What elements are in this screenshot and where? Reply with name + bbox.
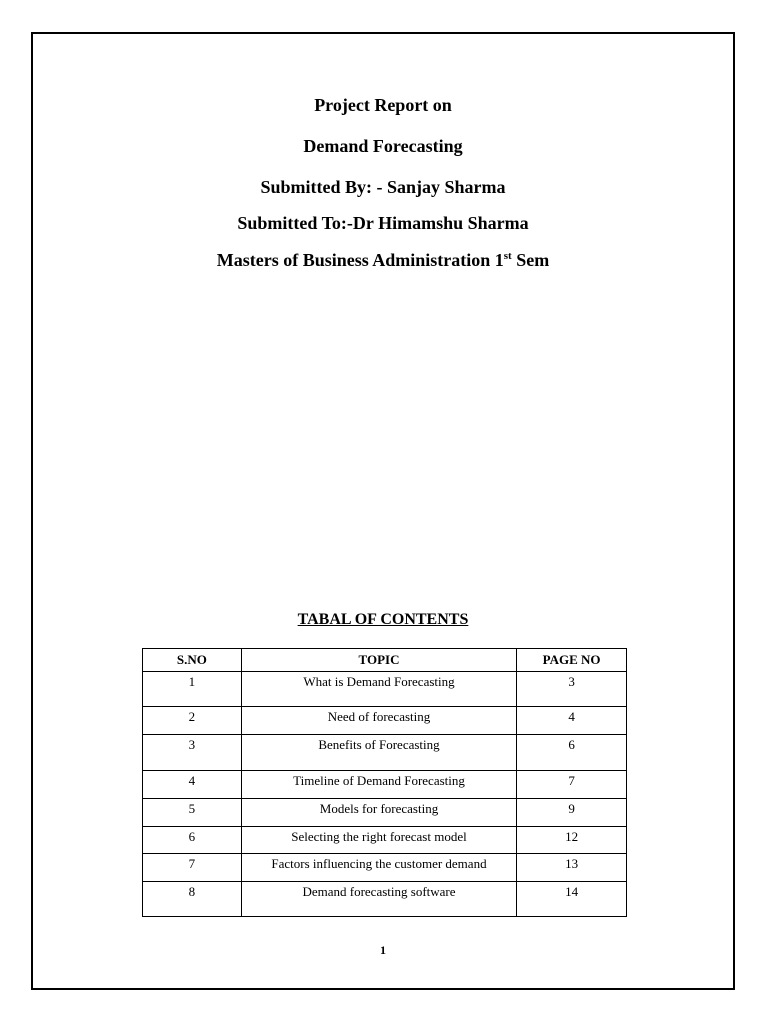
toc-cell-page: 4: [517, 707, 627, 735]
toc-header-sno: S.NO: [143, 649, 242, 672]
program-name: Masters of Business Administration 1: [216, 250, 504, 270]
toc-cell-topic: Models for forecasting: [241, 799, 516, 827]
submitted-by-line: Submitted By: - Sanjay Sharma: [260, 177, 506, 197]
toc-cell-topic: Benefits of Forecasting: [241, 735, 516, 771]
toc-cell-page: 12: [517, 827, 627, 854]
table-row: [143, 707, 627, 735]
report-type-line: Project Report on: [314, 95, 452, 115]
toc-cell-sno: 4: [143, 771, 242, 799]
table-row: [143, 799, 627, 827]
toc-cell-sno: 8: [143, 882, 242, 917]
table-row: [143, 771, 627, 799]
toc-cell-topic: Factors influencing the customer demand: [241, 854, 516, 882]
program-line: [31, 249, 735, 271]
table-row: [143, 854, 627, 882]
toc-cell-sno: 1: [143, 672, 242, 707]
page-number: 1: [380, 943, 386, 957]
submitted-to-line: Submitted To:-Dr Himamshu Sharma: [237, 213, 529, 233]
toc-cell-page: 14: [517, 882, 627, 917]
toc-header-topic: TOPIC: [241, 649, 516, 672]
toc-cell-page: 13: [517, 854, 627, 882]
toc-cell-page: 6: [517, 735, 627, 771]
toc-cell-sno: 5: [143, 799, 242, 827]
toc-cell-sno: 2: [143, 707, 242, 735]
toc-heading: TABAL OF CONTENTS: [297, 611, 469, 628]
table-row: [143, 882, 627, 917]
toc-cell-sno: 6: [143, 827, 242, 854]
toc-header-row: [143, 649, 627, 672]
toc-table: [142, 648, 627, 917]
table-row: [143, 827, 627, 854]
toc-cell-topic: Demand forecasting software: [241, 882, 516, 917]
toc-cell-page: 7: [517, 771, 627, 799]
toc-cell-sno: 7: [143, 854, 242, 882]
toc-cell-page: 9: [517, 799, 627, 827]
program-semester: Sem: [511, 250, 550, 270]
table-row: [143, 672, 627, 707]
program-ordinal-suffix: st: [503, 250, 512, 262]
toc-cell-topic: Timeline of Demand Forecasting: [241, 771, 516, 799]
toc-header-page: PAGE NO: [517, 649, 627, 672]
toc-cell-sno: 3: [143, 735, 242, 771]
toc-cell-topic: What is Demand Forecasting: [241, 672, 516, 707]
toc-cell-topic: Selecting the right forecast model: [241, 827, 516, 854]
table-row: [143, 735, 627, 771]
toc-cell-topic: Need of forecasting: [241, 707, 516, 735]
toc-cell-page: 3: [517, 672, 627, 707]
report-title-line: Demand Forecasting: [303, 136, 463, 156]
